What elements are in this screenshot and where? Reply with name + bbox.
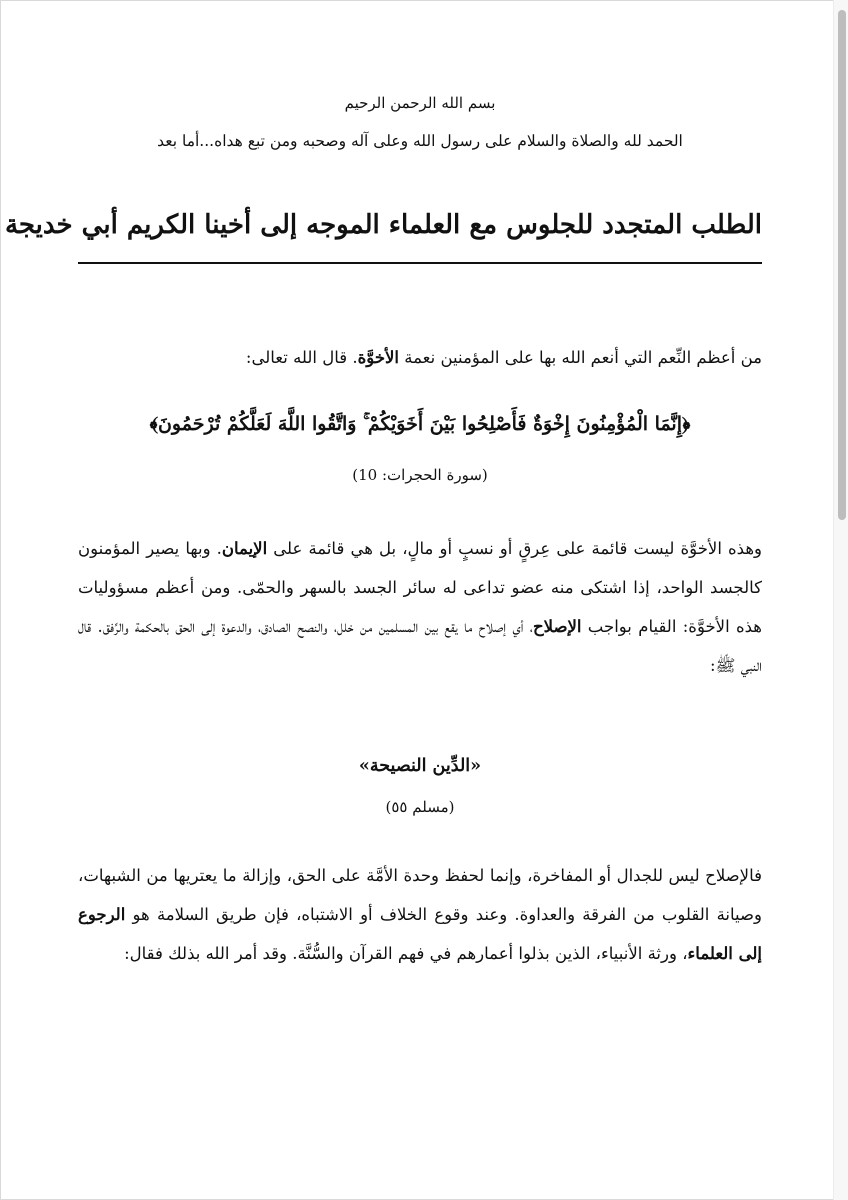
paragraph-2-bold-b: الإصلاح [532,617,582,636]
paragraph-1-bold: الأخوَّة [357,348,400,367]
scrollbar-thumb[interactable] [838,10,846,520]
title-divider [78,262,762,264]
paragraph-3-text-b: ، ورثة الأنبياء، الذين بذلوا أعمارهم في فهم القرآن والسُّنَّة. وقد أمر الله بذلك فقال: [124,944,688,963]
hadith-quote: «الدِّين النصيحة» [358,756,482,776]
paragraph-1-text-b: . قال الله تعالى: [245,348,358,367]
quran-verse: ﴿إِنَّمَا الْمُؤْمِنُونَ إِخْوَةٌ فَأَصْلِحُوا بَيْنَ أَخَوَيْكُمْ ۚ وَاتَّقُوا اللَّهَ لَعَلَّكُمْ تُرْحَمُونَ﴾ [149,413,691,435]
paragraph-2 [78,529,762,685]
verse-reference: (سورة الحجرات: 10) [352,466,488,484]
paragraph-2-bold-a: الإيمان [221,539,268,558]
paragraph-2-text-a: وهذه الأخوَّة ليست قائمة على عِرقٍ أو نسبٍ أو مالٍ، بل هي قائمة على [267,539,762,558]
paragraph-3-text-a: فالإصلاح ليس للجدال أو المفاخرة، وإنما لحفظ وحدة الأمَّة على الحق، وإزالة ما يعتريها من الشبهات، وصيانة القلوب من الفرقة والعداوة. وعند وقوع الخلاف أو الاشتباه، فإن طريق السلامة هو [78,866,762,924]
paragraph-1 [78,346,762,370]
page-title: الطلب المتجدد للجلوس مع العلماء الموجه إلى أخينا الكريم أبي خديجة [4,210,762,240]
paragraph-1-text-a: من أعظم النِّعم التي أنعم الله بها على المؤمنين نعمة [399,348,762,367]
scrollbar-track[interactable] [833,0,848,1200]
paragraph-2-text-c: ، أي إصلاح ما يقع بين المسلمين من خلل، والنصح الصادق، والدعوة إلى الحق بالحكمة والرِّفق. قال النبي ﷺ: [78,617,762,675]
paragraph-3 [78,856,762,973]
paragraph-2-text-b: . وبها يصير المؤمنون كالجسد الواحد، إذا اشتكى منه عضو تداعى له سائر الجسد بالسهر والحمّى. ومن أعظم مسؤوليات هذه الأخوَّة: القيام بواجب [78,539,762,636]
hadith-reference: (مسلم ٥٥) [385,798,455,816]
paragraph-3-bold: الرجوع إلى العلماء [78,905,762,963]
opening-line: الحمد لله والصلاة والسلام على رسول الله وعلى آله وصحبه ومن تبع هداه...أما بعد [157,132,683,150]
basmala: بسم الله الرحمن الرحيم [344,94,496,112]
